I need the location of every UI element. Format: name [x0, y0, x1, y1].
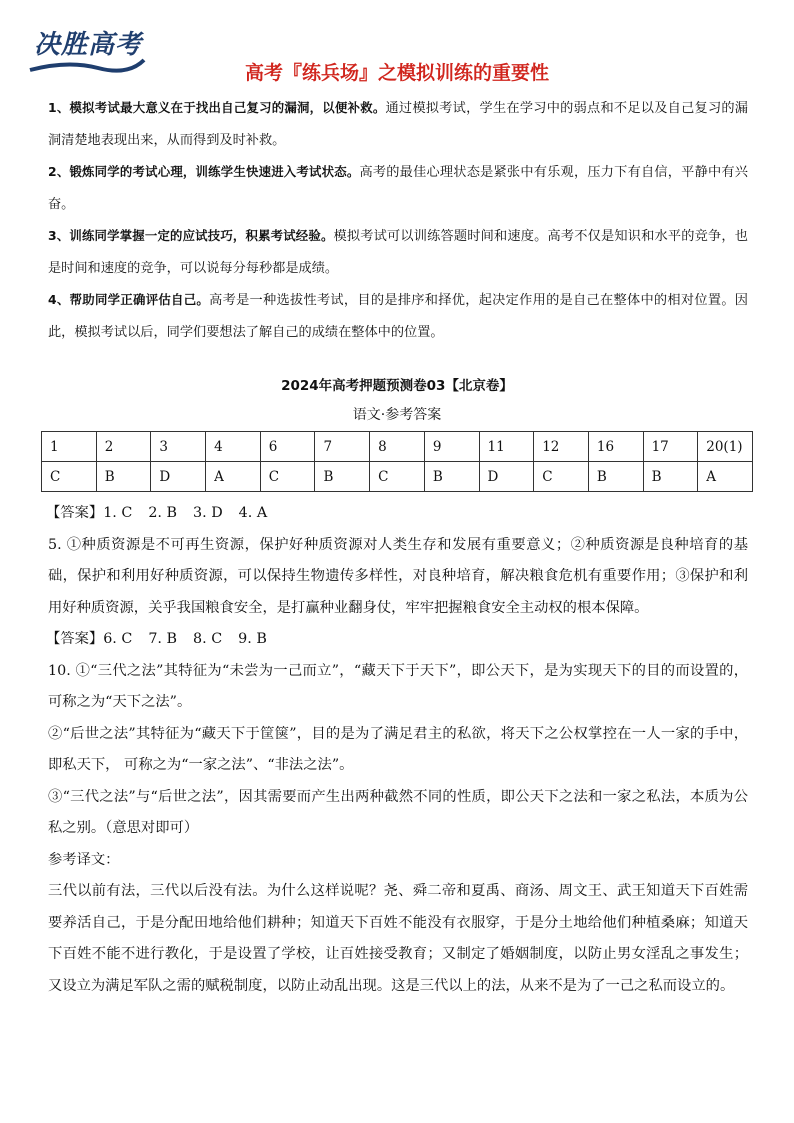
exam-subtitle: 语文·参考答案	[352, 407, 442, 423]
answer-line-1-4	[46, 498, 748, 530]
table-cell: A	[206, 462, 261, 492]
table-cell: 1	[42, 432, 97, 462]
answer-table-answer-row	[42, 462, 753, 492]
table-cell: 2	[96, 432, 151, 462]
table-cell: B	[315, 462, 370, 492]
answer-q10-part1: 10. ①“三代之法”其特征为“未尝为一己而立”，“藏天下于天下”，即公天下，是为实现天下的目的而设置的，可称之为“天下之法”。	[48, 662, 748, 710]
intro-item-lead: 1、模拟考试最大意义在于找出自己复习的漏洞，以便补救。	[48, 100, 386, 115]
intro-item-text: 通过模拟考试，学生在学习中的弱点和不足以及自己复习的漏洞清楚地表现出来，从而得到及时补救。	[48, 101, 748, 148]
answer-body	[48, 498, 748, 1002]
intro-item-lead: 3、训练同学掌握一定的应试技巧，积累考试经验。	[48, 228, 334, 243]
table-cell: 4	[206, 432, 261, 462]
answer-label: 【答案】	[46, 631, 104, 647]
table-cell: 20(1)	[698, 432, 753, 462]
table-cell: D	[479, 462, 534, 492]
answer-item: 8. C	[193, 631, 223, 647]
intro-item-3	[48, 220, 748, 284]
intro-section	[48, 92, 748, 348]
answer-q5: 5. ①种质资源是不可再生资源，保护好种质资源对人类生存和发展有重要意义；②种质资源是良种培育的基础，保护和利用好种质资源，可以保持生物遗传多样性，对良种培育，解决粮食危机有重要作用；③保护和利用好种质资源，关乎我国粮食安全，是打赢种业翻身仗，牢牢把握粮食安全主动权的根本保障。	[48, 536, 748, 616]
table-cell: 3	[151, 432, 206, 462]
answer-q10-part3: ③“三代之法”与“后世之法”，因其需要而产生出两种截然不同的性质，即公天下之法和一家之私法，本质为公私之别。（意思对即可）	[48, 788, 748, 836]
table-cell: 8	[370, 432, 425, 462]
translation-label: 参考译文：	[48, 851, 120, 868]
intro-item-text: 高考是一种选拔性考试，目的是排序和择优，起决定作用的是自己在整体中的相对位置。因此，模拟考试以后，同学们要想法了解自己的成绩在整体中的位置。	[48, 293, 748, 340]
intro-item-1	[48, 92, 748, 156]
exam-title: 2024年高考押题预测卷03【北京卷】	[281, 378, 513, 394]
intro-item-lead: 2、锻炼同学的考试心理，训练学生快速进入考试状态。	[48, 164, 360, 179]
intro-item-lead: 4、帮助同学正确评估自己。	[48, 292, 210, 307]
answer-item: 6. C	[103, 631, 133, 647]
answer-q10-part2: ②“后世之法”其特征为“藏天下于筐箧”，目的是为了满足君主的私欲，将天下之公权掌控在一人一家的手中，即私天下， 可称之为“一家之法”、“非法之法”。	[48, 725, 748, 773]
table-cell: D	[151, 462, 206, 492]
intro-item-text: 模拟考试可以训练答题时间和速度。高考不仅是知识和水平的竞争，也是时间和速度的竞争，可以说每分每秒都是成绩。	[48, 229, 748, 276]
table-cell: B	[424, 462, 479, 492]
table-cell: B	[96, 462, 151, 492]
table-cell: A	[698, 462, 753, 492]
table-cell: 12	[534, 432, 589, 462]
answer-item: 1. C	[103, 505, 133, 521]
answer-item: 3. D	[193, 505, 223, 521]
answer-item: 9. B	[238, 631, 267, 647]
table-cell: C	[534, 462, 589, 492]
table-cell: 11	[479, 432, 534, 462]
table-cell: 16	[588, 432, 643, 462]
answer-item: 2. B	[148, 505, 178, 521]
table-cell: B	[588, 462, 643, 492]
table-cell: 9	[424, 432, 479, 462]
translation-text: 三代以前有法，三代以后没有法。为什么这样说呢？尧、舜二帝和夏禹、商汤、周文王、武王知道天下百姓需要养活自己，于是分配田地给他们耕种；知道天下百姓不能没有衣服穿，于是分土地给他们种植桑麻；知道天下百姓不能不进行教化，于是设置了学校，让百姓接受教育；又制定了婚姻制度，以防止男女淫乱之事发生；又设立为满足军队之需的赋税制度，以防止动乱出现。这是三代以上的法，从来不是为了一己之私而设立的。	[48, 883, 748, 994]
answer-item: 4. A	[238, 505, 268, 521]
answer-label: 【答案】	[46, 505, 104, 521]
answer-line-6-9	[46, 624, 748, 656]
answer-item: 7. B	[148, 631, 178, 647]
intro-item-text: 高考的最佳心理状态是紧张中有乐观，压力下有自信，平静中有兴奋。	[48, 165, 748, 212]
table-cell: C	[260, 462, 315, 492]
table-cell: 17	[643, 432, 698, 462]
intro-item-4	[48, 284, 748, 348]
table-cell: C	[370, 462, 425, 492]
table-cell: 7	[315, 432, 370, 462]
table-cell: 6	[260, 432, 315, 462]
table-cell: B	[643, 462, 698, 492]
intro-item-2	[48, 156, 748, 220]
answer-table	[41, 431, 753, 492]
logo-title: 决胜高考	[34, 30, 143, 60]
table-cell: C	[42, 462, 97, 492]
answer-table-number-row	[42, 432, 753, 462]
page-title: 高考『练兵场』之模拟训练的重要性	[244, 62, 549, 84]
